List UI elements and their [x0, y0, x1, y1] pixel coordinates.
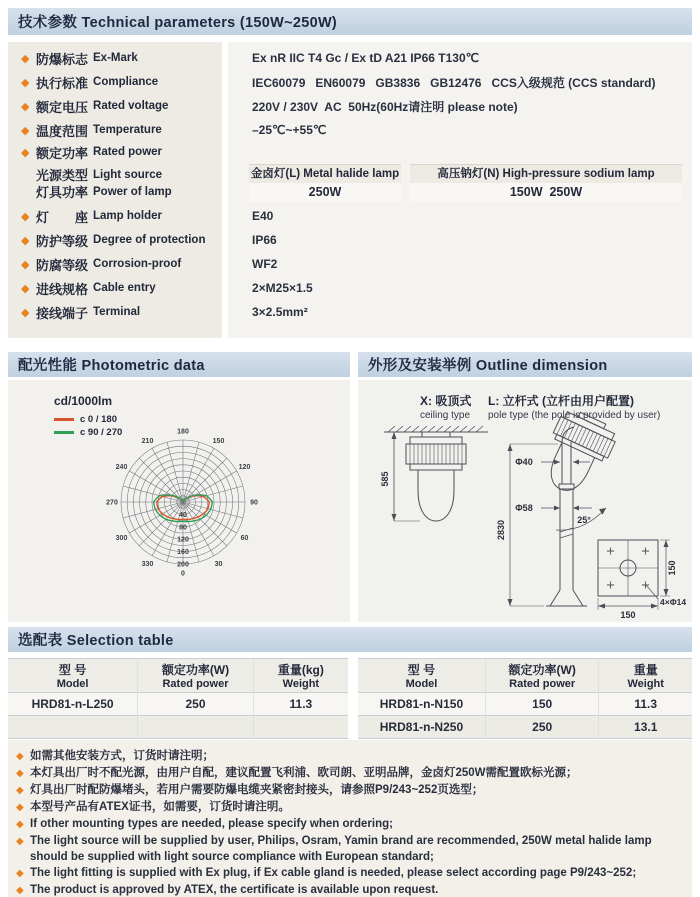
label-en: Corrosion-proof — [93, 258, 182, 270]
note-zh-3: ◆ 灯具出厂时配防爆堵头，若用户需要防爆电缆夹紧密封接头，请参照P9/243~252页选型； — [16, 782, 684, 799]
weight-cell: 11.3 — [253, 693, 348, 716]
diamond-bullet-icon: ◆ — [21, 210, 30, 223]
svg-text:90: 90 — [250, 499, 258, 507]
selection-table-left — [8, 658, 348, 739]
diamond-bullet-icon: ◆ — [16, 802, 24, 813]
metal-halide-wattage: 250W — [249, 183, 401, 202]
pole-caption-en: pole type (the pole is provided by user) — [488, 410, 661, 421]
base-width-dim: 150 — [620, 610, 636, 620]
svg-text:80: 80 — [179, 524, 187, 532]
pole-height-dim: 2830 — [496, 519, 506, 541]
svg-text:160: 160 — [177, 549, 189, 557]
note-en-3: ◆ The light fitting is supplied with Ex plug, if Ex cable gland is needed, please select according page P9/243~252; — [16, 865, 684, 882]
label-zh: 防护等级 — [36, 233, 89, 249]
svg-text:210: 210 — [141, 438, 154, 445]
power-of-lamp-label-en: Power of lamp — [93, 185, 172, 198]
column-header-model: 型 号 Model — [8, 659, 137, 693]
base-height-dim: 150 — [667, 560, 677, 576]
label-zh: 进线规格 — [36, 281, 89, 297]
pole-lamp-head — [533, 406, 620, 502]
light-source-label-en: Light source — [93, 168, 163, 181]
model-cell: HRD81-n-N250 — [358, 716, 485, 739]
section-header-outline — [358, 352, 692, 377]
tilt-angle-dim: 25° — [577, 515, 591, 525]
svg-text:120: 120 — [177, 536, 189, 544]
column-header-weight: 重量(kg) Weight — [253, 659, 348, 693]
note-zh-4: ◆ 本型号产品有ATEX证书，如需要，订货时请注明。 — [16, 799, 684, 816]
tech-value-degree-of-protection: IP66 — [252, 233, 277, 247]
outline-drawings — [358, 380, 692, 622]
diamond-bullet-icon: ◆ — [16, 768, 24, 779]
tech-value-ex-mark: Ex nR IIC T4 Gc / Ex tD A21 IP66 T130℃ — [252, 51, 480, 65]
tech-value-terminal: 3×2.5mm² — [252, 305, 308, 319]
candela-unit-label: cd/1000lm — [54, 394, 113, 408]
diamond-bullet-icon: ◆ — [21, 282, 30, 295]
tech-value-cable-entry: 2×M25×1.5 — [252, 281, 313, 295]
tech-row-corrosion-proof — [8, 252, 692, 276]
section-header-selection-table — [8, 627, 692, 652]
tech-row-ex-mark — [8, 46, 692, 70]
tech-row-rated-power — [8, 142, 692, 162]
sodium-lamp-header: 高压钠灯(N) High-pressure sodium lamp — [410, 165, 682, 183]
label-en: Terminal — [93, 306, 141, 318]
label-zh: 接线端子 — [36, 305, 89, 321]
diamond-bullet-icon: ◆ — [16, 785, 24, 796]
svg-text:0: 0 — [181, 570, 185, 578]
ceiling-caption-zh: X: 吸顶式 — [420, 394, 472, 408]
label-zh: 执行标准 — [36, 75, 89, 91]
photometric-panel — [8, 380, 350, 622]
selection-table-right — [358, 658, 692, 739]
label-en: Cable entry — [93, 282, 156, 294]
note-en-1: ◆ If other mounting types are needed, please specify when ordering; — [16, 816, 684, 833]
ceiling-fixture-drawing — [384, 426, 488, 521]
column-header-model: 型 号 Model — [358, 659, 485, 693]
tech-value-compliance: IEC60079 EN60079 GB3836 GB12476 CCS入级规范 (CCS standard) — [252, 75, 656, 90]
sodium-lamp-wattage: 150W 250W — [410, 183, 682, 202]
diamond-bullet-icon: ◆ — [21, 234, 30, 247]
diamond-bullet-icon: ◆ — [21, 100, 30, 113]
power-of-lamp-label-zh: 灯具功率 — [36, 185, 89, 200]
power-cell: 250 — [137, 693, 253, 716]
tech-row-rated-voltage — [8, 94, 692, 118]
polar-photometric-chart — [8, 380, 350, 622]
label-en: Temperature — [93, 124, 162, 136]
label-en: Rated voltage — [93, 100, 169, 112]
ceiling-caption-en: ceiling type — [420, 410, 471, 421]
diamond-bullet-icon: ◆ — [16, 868, 24, 879]
diamond-bullet-icon: ◆ — [21, 258, 30, 271]
outline-title: 外形及安装举例 Outline dimension — [368, 358, 608, 374]
legend-label: c 90 / 270 — [80, 427, 123, 438]
diamond-bullet-icon: ◆ — [16, 751, 24, 762]
selection-table-title: 选配表 Selection table — [18, 633, 174, 649]
tech-row-compliance — [8, 70, 692, 94]
note-en-2: ◆ The light source will be supplied by user, Philips, Osram, Yamin brand are recommended, 250W metal halide lamp should be supplied with light source compliance with European standard; — [16, 835, 652, 863]
label-en: Lamp holder — [93, 210, 163, 222]
lamp-power-subsection — [8, 162, 692, 204]
label-zh: 温度范围 — [36, 123, 89, 139]
svg-text:240: 240 — [115, 464, 128, 471]
note-zh-1: ◆ 如需其他安装方式，订货时请注明； — [16, 748, 684, 765]
label-zh: 防腐等级 — [36, 257, 89, 273]
svg-text:40: 40 — [179, 511, 187, 519]
light-source-label-zh: 光源类型 — [36, 168, 89, 183]
diamond-bullet-icon: ◆ — [16, 885, 24, 896]
label-zh: 灯 座 — [36, 209, 89, 225]
diamond-bullet-icon: ◆ — [16, 836, 24, 847]
tech-row-lamp-holder — [8, 204, 692, 228]
label-zh: 防爆标志 — [36, 51, 89, 67]
svg-text:150: 150 — [212, 438, 225, 445]
diamond-bullet-icon: ◆ — [21, 76, 30, 89]
power-cell: 150 — [485, 693, 599, 716]
svg-text:330: 330 — [141, 561, 154, 568]
pole-caption-zh: L: 立杆式 (立杆由用户配置) — [488, 394, 634, 408]
label-en: Rated power — [93, 146, 163, 158]
technical-parameters-block — [8, 42, 692, 338]
section-header-photometric — [8, 352, 350, 377]
metal-halide-header: 金卤灯(L) Metal halide lamp — [249, 165, 401, 183]
model-cell: HRD81-n-L250 — [8, 693, 137, 716]
note-zh-2: ◆ 本灯具出厂时不配光源，由用户自配，建议配置飞利浦、欧司朗、亚明品牌，金卤灯250W需配置欧标光源； — [16, 765, 684, 782]
tech-row-temperature — [8, 118, 692, 142]
power-cell: 250 — [485, 716, 599, 739]
diamond-bullet-icon: ◆ — [21, 124, 30, 137]
label-en: Ex-Mark — [93, 52, 138, 64]
tech-value-corrosion-proof: WF2 — [252, 257, 278, 271]
label-en: Compliance — [93, 76, 159, 88]
base-holes-dim: 4×Φ14 — [660, 597, 687, 607]
diamond-bullet-icon: ◆ — [21, 146, 30, 159]
model-cell-empty — [8, 716, 137, 739]
label-en: Degree of protection — [93, 234, 206, 246]
lamp-power-table — [249, 164, 682, 202]
column-header-rated-power: 额定功率(W) Rated power — [137, 659, 253, 693]
svg-text:120: 120 — [238, 464, 251, 471]
label-zh: 额定功率 — [36, 145, 89, 161]
svg-text:200: 200 — [177, 561, 189, 569]
svg-text:30: 30 — [214, 561, 223, 568]
power-cell-empty — [137, 716, 253, 739]
tech-row-terminal — [8, 300, 692, 324]
label-zh: 额定电压 — [36, 99, 89, 115]
tech-row-cable-entry — [8, 276, 692, 300]
diamond-bullet-icon: ◆ — [16, 819, 24, 830]
pole-diameter-dim: Φ58 — [515, 503, 533, 513]
svg-text:270: 270 — [106, 499, 118, 507]
weight-cell-empty — [253, 716, 348, 739]
pole-top-diameter-dim: Φ40 — [515, 457, 533, 467]
tech-value-lamp-holder: E40 — [252, 209, 274, 223]
tech-row-degree-of-protection — [8, 228, 692, 252]
svg-text:180: 180 — [177, 428, 189, 436]
svg-text:60: 60 — [240, 535, 249, 542]
model-cell: HRD81-n-N150 — [358, 693, 485, 716]
column-header-rated-power: 额定功率(W) Rated power — [485, 659, 599, 693]
diamond-bullet-icon: ◆ — [21, 306, 30, 319]
legend-label: c 0 / 180 — [80, 414, 117, 425]
weight-cell: 13.1 — [598, 716, 692, 739]
diamond-bullet-icon: ◆ — [21, 52, 30, 65]
photometric-title: 配光性能 Photometric data — [18, 358, 205, 374]
technical-parameters-title: 技术参数 Technical parameters (150W~250W) — [18, 15, 338, 31]
outline-panel — [358, 380, 692, 622]
tech-value-rated-voltage: 220V / 230V AC 50Hz(60Hz请注明 please note) — [252, 99, 518, 114]
pole-dimensions — [508, 444, 607, 606]
section-header-technical-parameters — [8, 8, 692, 35]
note-en-4: ◆ The product is approved by ATEX, the certificate is available upon request. — [16, 882, 684, 897]
column-header-weight: 重量 Weight — [598, 659, 692, 693]
ceiling-height-dim: 585 — [380, 471, 390, 487]
tech-value-temperature: –25℃~+55℃ — [252, 123, 327, 137]
weight-cell: 11.3 — [598, 693, 692, 716]
ordering-notes — [8, 740, 692, 897]
svg-text:300: 300 — [115, 535, 128, 542]
